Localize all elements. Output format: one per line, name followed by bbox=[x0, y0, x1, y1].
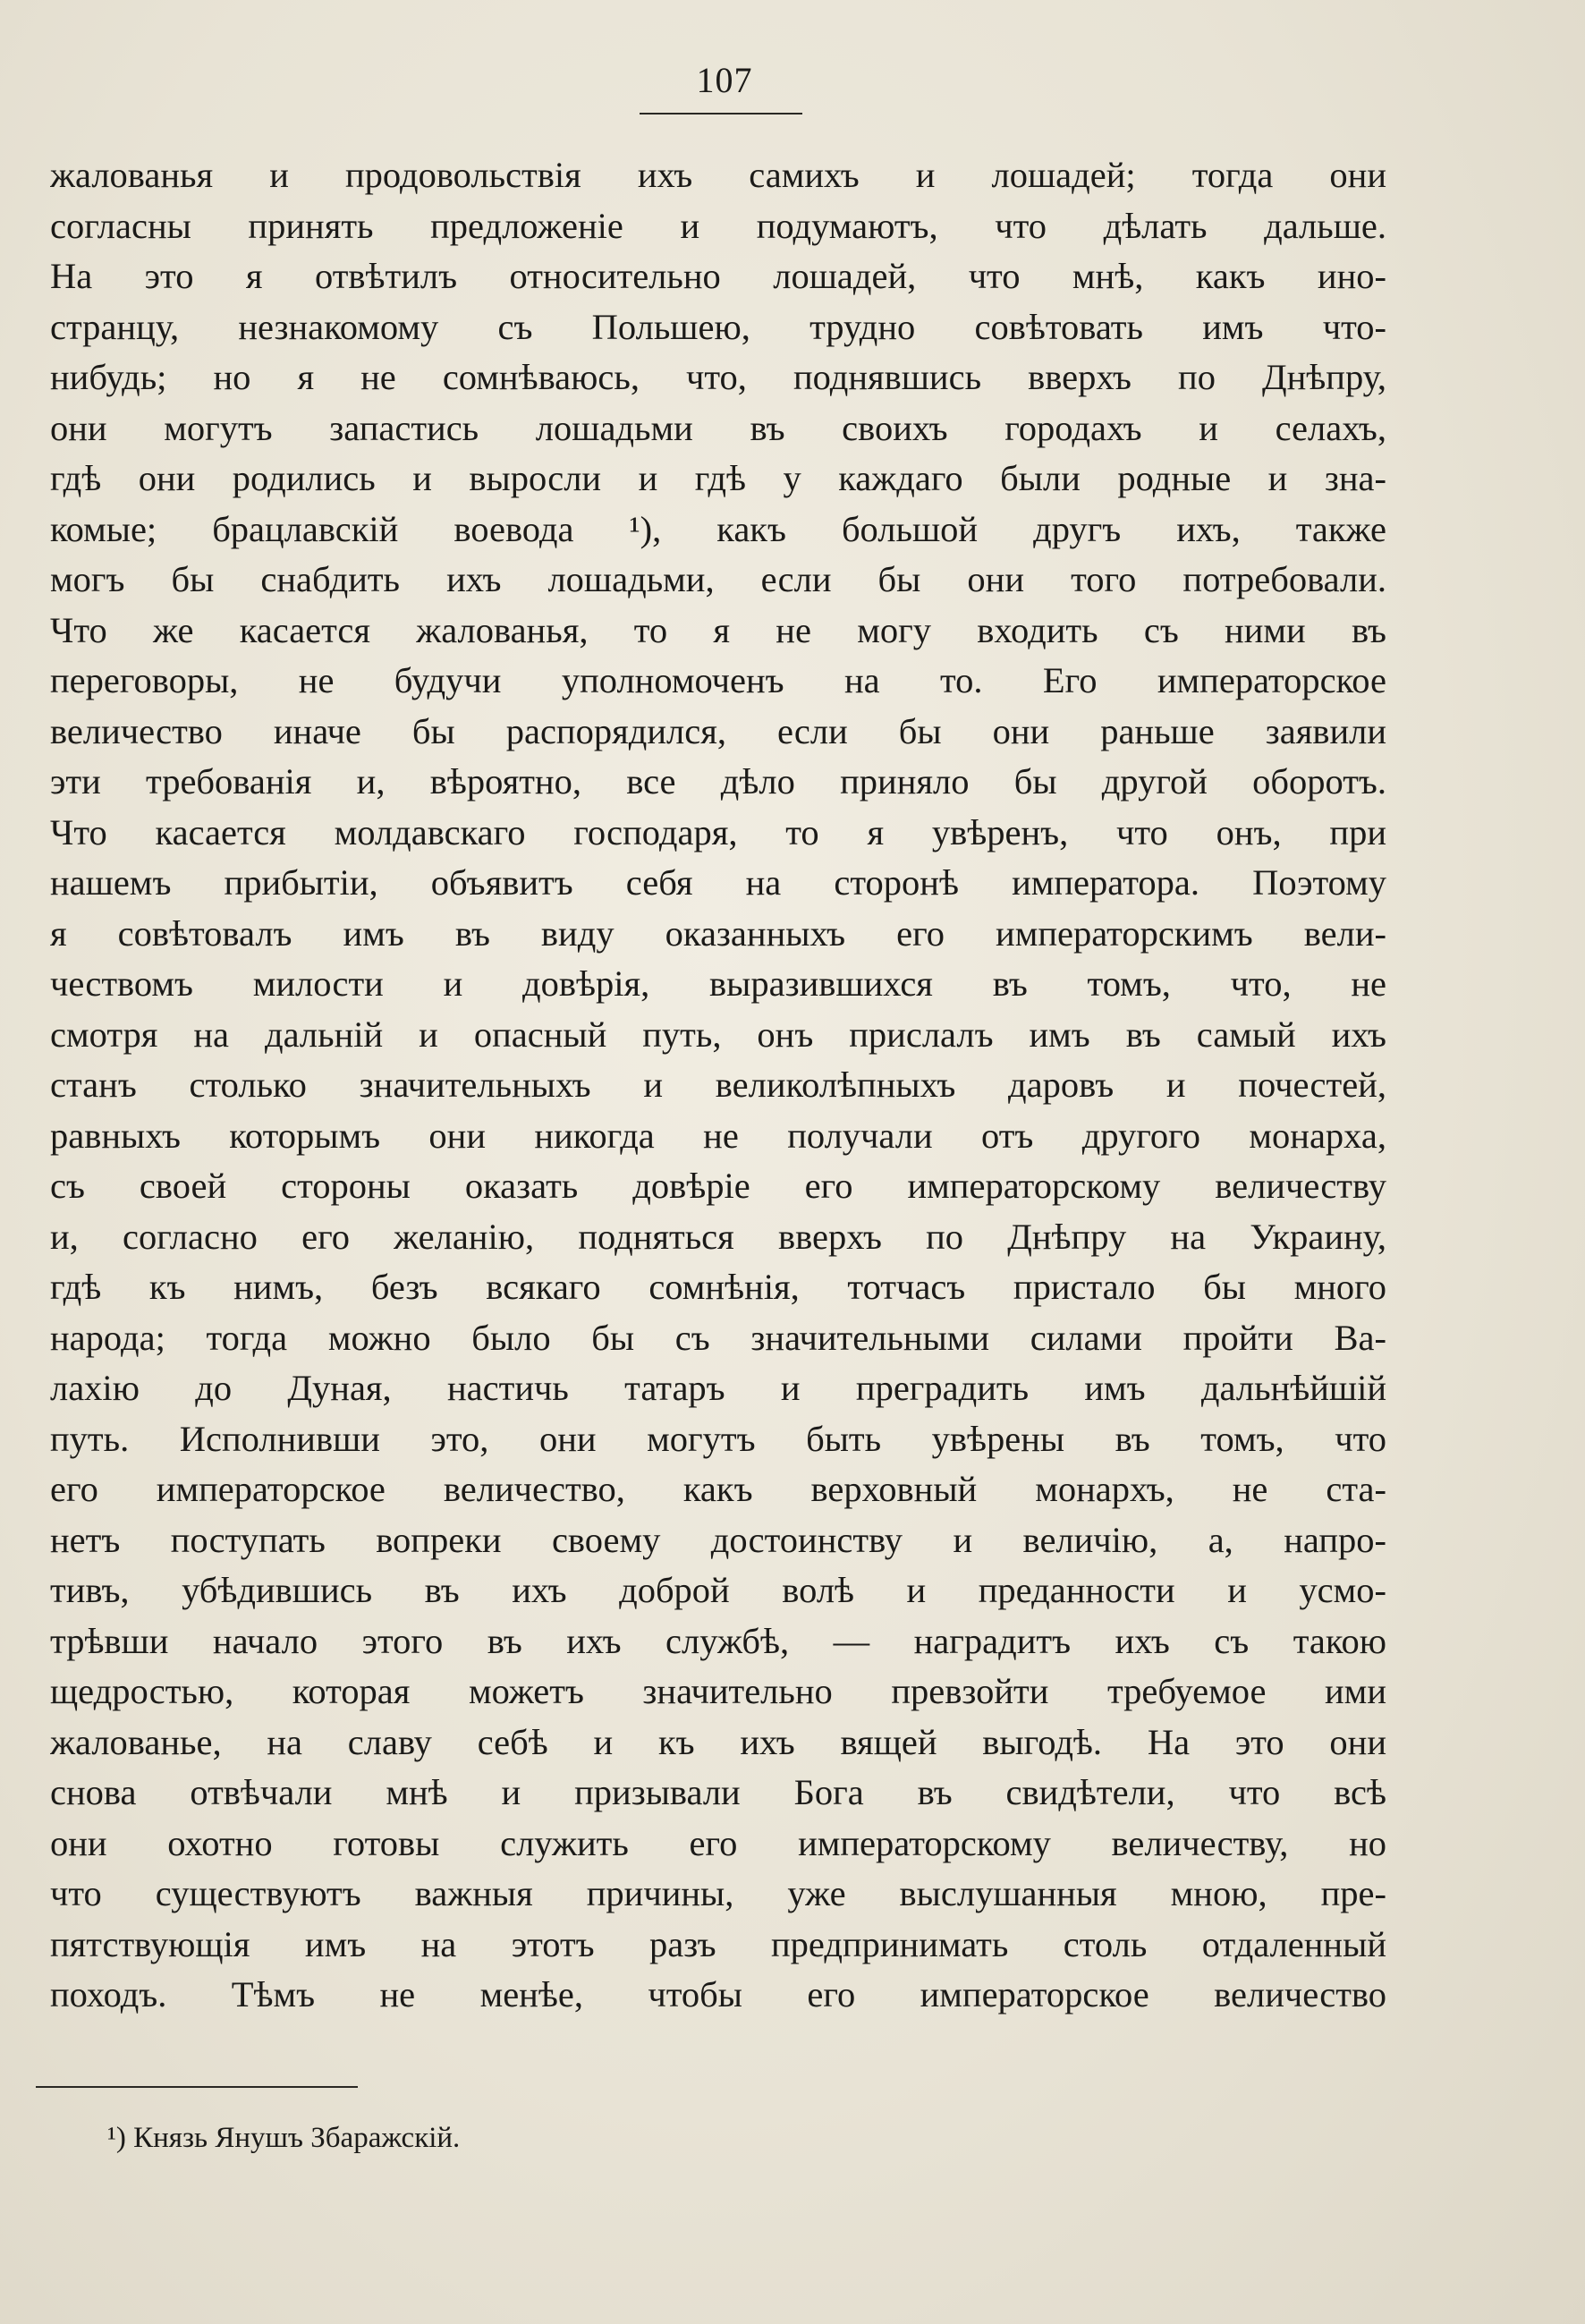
text-line: нашемъ прибытіи, объявитъ себя на сторонѣ императора. Поэтому bbox=[50, 862, 1386, 903]
text-line: нибудь; но я не сомнѣваюсь, что, поднявшись вверхъ по Днѣпру, bbox=[50, 357, 1386, 397]
text-line: пятствующія имъ на этотъ разъ предпринимать столь отдаленный bbox=[50, 1923, 1386, 1964]
text-line: жалованья и продовольствія ихъ самихъ и лошадей; тогда они bbox=[50, 155, 1386, 195]
text-line: они могутъ запастись лошадьми въ своихъ городахъ и селахъ, bbox=[50, 407, 1386, 448]
footnote-rule bbox=[36, 2086, 358, 2088]
footnote-marker: ¹) bbox=[107, 2122, 126, 2154]
text-line: щедростью, которая можетъ значительно превзойти требуемое ими bbox=[50, 1671, 1386, 1711]
text-line: его императорское величество, какъ верховный монархъ, не ста- bbox=[50, 1469, 1386, 1509]
text-line: странцу, незнакомому съ Польшею, трудно совѣтовать имъ что- bbox=[50, 306, 1386, 347]
text-line: съ своей стороны оказать довѣріе его императорскому величеству bbox=[50, 1166, 1386, 1206]
text-line: походъ. Тѣмъ не менѣе, чтобы его императорское величество bbox=[50, 1974, 1386, 2014]
text-line: смотря на дальній и опасный путь, онъ прислалъ имъ въ самый ихъ bbox=[50, 1014, 1386, 1055]
text-line: станъ столько значительныхъ и великолѣпныхъ даровъ и почестей, bbox=[50, 1064, 1386, 1105]
text-line: они охотно готовы служить его императорскому величеству, но bbox=[50, 1822, 1386, 1863]
text-line: и, согласно его желанію, подняться вверхъ по Днѣпру на Украину, bbox=[50, 1216, 1386, 1257]
text-line: согласны принять предложеніе и подумаютъ, что дѣлать дальше. bbox=[50, 205, 1386, 246]
text-line: народа; тогда можно было бы съ значительными силами пройти Ва- bbox=[50, 1317, 1386, 1358]
text-line: я совѣтовалъ имъ въ виду оказанныхъ его императорскимъ вели- bbox=[50, 912, 1386, 954]
text-line: путь. Исполнивши это, они могутъ быть увѣрены въ томъ, что bbox=[50, 1418, 1386, 1459]
footnote bbox=[107, 2118, 1181, 2158]
text-line: гдѣ къ нимъ, безъ всякаго сомнѣнія, тотчасъ пристало бы много bbox=[50, 1267, 1386, 1307]
text-line: чествомъ милости и довѣрія, выразившихся въ томъ, что, не bbox=[50, 963, 1386, 1004]
text-line: жалованье, на славу себѣ и къ ихъ вящей выгодѣ. На это они bbox=[50, 1721, 1386, 1762]
page-number: 107 bbox=[696, 60, 753, 100]
text-line: На это я отвѣтилъ относительно лошадей, что мнѣ, какъ ино- bbox=[50, 256, 1386, 296]
text-line: что существуютъ важныя причины, уже выслушанныя мною, пре- bbox=[50, 1873, 1386, 1913]
text-line: комые; брацлавскій воевода ¹), какъ большой другъ ихъ, также bbox=[50, 508, 1386, 549]
text-line: снова отвѣчали мнѣ и призывали Бога въ свидѣтели, что всѣ bbox=[50, 1772, 1386, 1812]
text-line: нетъ поступать вопреки своему достоинству и величію, а, напро- bbox=[50, 1519, 1386, 1560]
text-line: могъ бы снабдить ихъ лошадьми, если бы они того потребовали. bbox=[50, 559, 1386, 599]
text-line: величество иначе бы распорядился, если бы они раньше заявили bbox=[50, 710, 1386, 751]
text-line: тивъ, убѣдившись въ ихъ доброй волѣ и преданности и усмо- bbox=[50, 1570, 1386, 1610]
text-line: Что касается молдавскаго господаря, то я увѣренъ, что онъ, при bbox=[50, 811, 1386, 852]
text-line: Что же касается жалованья, то я не могу входить съ ними въ bbox=[50, 609, 1386, 650]
text-line: лахію до Дуная, настичь татаръ и преградить имъ дальнѣйшій bbox=[50, 1368, 1386, 1408]
body-text bbox=[50, 150, 1386, 2021]
text-line: равныхъ которымъ они никогда не получали отъ другого монарха, bbox=[50, 1115, 1386, 1156]
text-line: переговоры, не будучи уполномоченъ на то. Его императорское bbox=[50, 660, 1386, 700]
text-line: трѣвши начало этого въ ихъ службѣ, — наградитъ ихъ съ такою bbox=[50, 1620, 1386, 1661]
footnote-text: Князь Янушъ Збаражскій. bbox=[133, 2122, 461, 2154]
text-line: гдѣ они родились и выросли и гдѣ у каждаго были родные и зна- bbox=[50, 458, 1386, 498]
text-line: эти требованія и, вѣроятно, все дѣло приняло бы другой оборотъ. bbox=[50, 761, 1386, 802]
page-number-rule bbox=[640, 113, 802, 115]
